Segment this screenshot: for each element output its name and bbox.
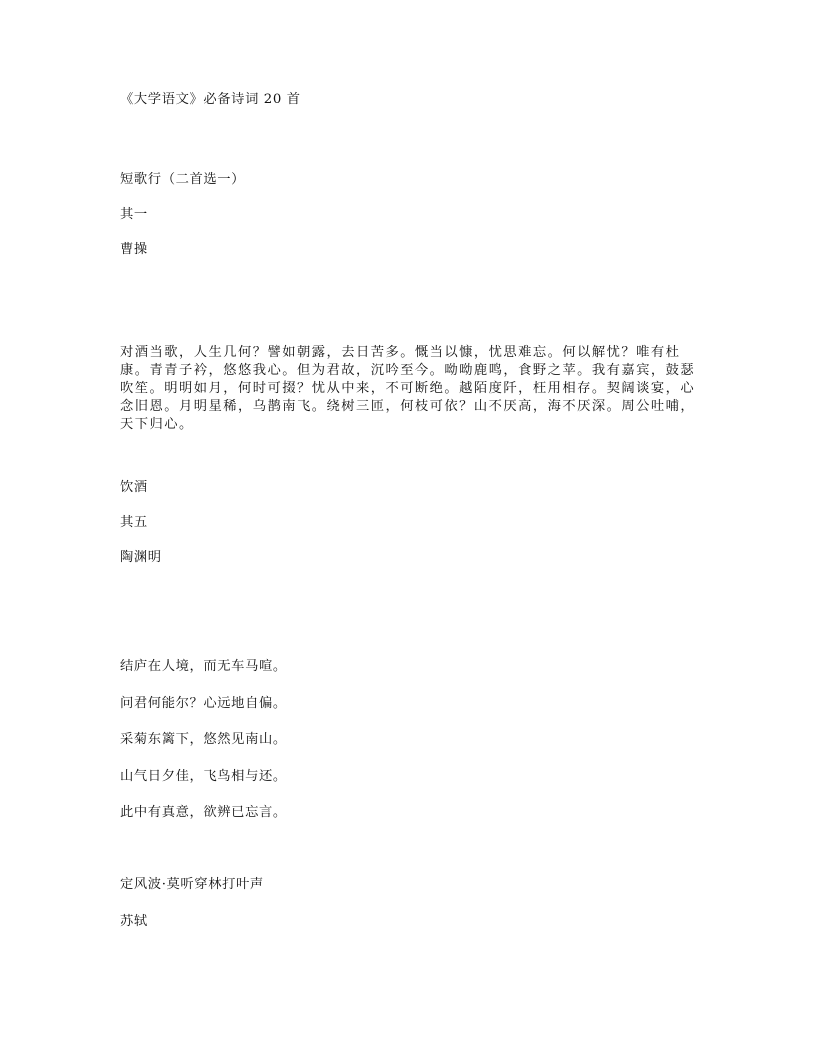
poem-title: 定风波·莫听穿林打叶声 [120, 877, 264, 892]
poem-subtitle: 其一 [120, 207, 148, 222]
poem-line: 结庐在人境，而无车马喧。 [120, 659, 287, 674]
poem-author: 陶渊明 [120, 550, 162, 565]
poem-body: 对酒当歌，人生几何？譬如朝露，去日苦多。慨当以慷，忧思难忘。何以解忧？唯有杜康。青青子衿，悠悠我心。但为君故，沉吟至今。呦呦鹿鸣，食野之苹。我有嘉宾，鼓瑟吹笙。明明如月，何时可掇？忧从中来，不可断绝。越陌度阡，枉用相存。契阔谈宴，心念旧恩。月明星稀，乌鹊南飞。绕树三匝，何枝可依？山不厌高，海不厌深。周公吐哺，天下归心。 [120, 345, 696, 432]
poem-line: 问君何能尔？心远地自偏。 [120, 696, 287, 711]
poem-line: 采菊东篱下，悠然见南山。 [120, 732, 287, 747]
poem-title: 饮酒 [120, 480, 148, 495]
poem-line: 山气日夕佳，飞鸟相与还。 [120, 769, 287, 784]
poem-line: 此中有真意，欲辨已忘言。 [120, 805, 287, 820]
poem-title: 短歌行（二首选一） [120, 172, 246, 187]
poem-author: 曹操 [120, 242, 148, 257]
document-title: 《大学语文》必备诗词 20 首 [120, 92, 301, 107]
poem-subtitle: 其五 [120, 515, 148, 530]
poem-author: 苏轼 [120, 914, 148, 929]
